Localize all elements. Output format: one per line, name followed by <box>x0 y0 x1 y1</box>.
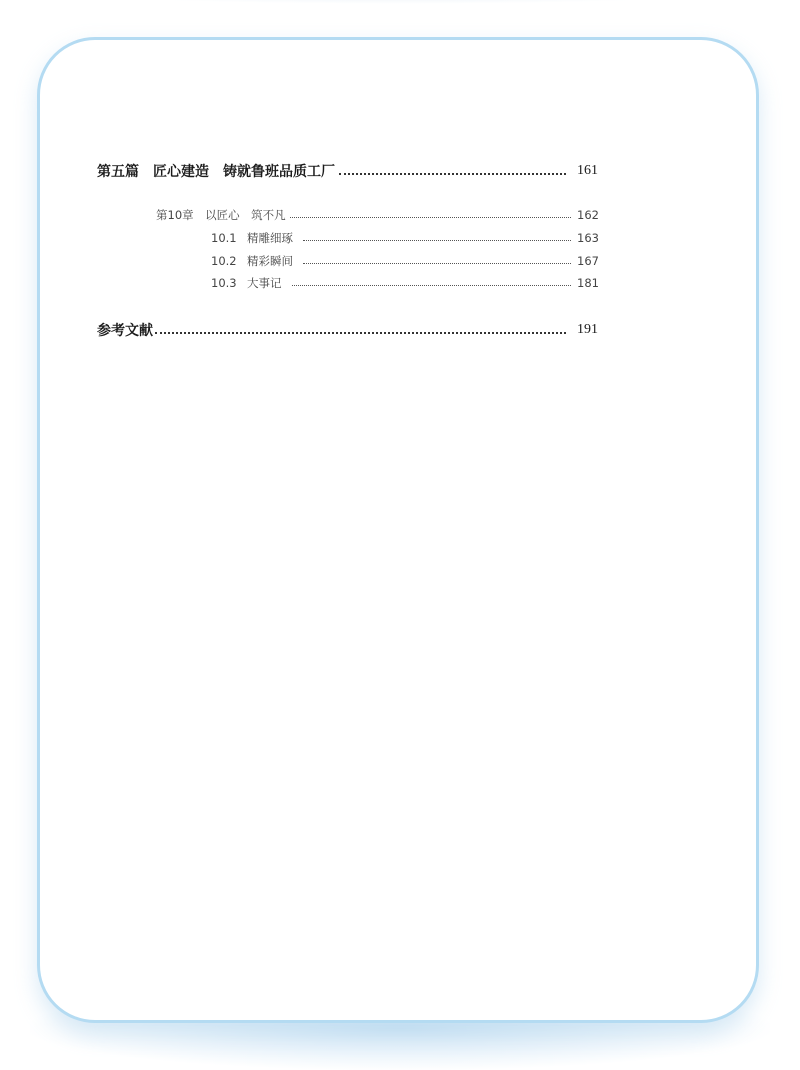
top-edge-shadow <box>40 0 760 4</box>
references-title: 参考文献 <box>97 323 153 339</box>
section-number: 10.1 <box>211 231 237 245</box>
chapter-title: 第10章 以匠心 筑不凡 <box>156 208 286 222</box>
toc-section-entry[interactable] <box>211 274 599 292</box>
toc-part-entry[interactable] <box>97 160 598 182</box>
section-title: 精彩瞬间 <box>247 254 293 268</box>
dot-leader <box>303 240 571 241</box>
references-page-number: 191 <box>577 322 598 337</box>
section-page-number: 167 <box>577 254 599 268</box>
part-title: 第五篇 匠心建造 铸就鲁班品质工厂 <box>97 164 335 180</box>
toc-section-entry[interactable] <box>211 252 599 270</box>
toc-references-entry[interactable] <box>97 319 598 341</box>
section-number: 10.3 <box>211 276 237 290</box>
dot-leader <box>155 332 566 334</box>
section-page-number: 163 <box>577 231 599 245</box>
dot-leader <box>339 173 566 175</box>
chapter-page-number: 162 <box>577 208 599 222</box>
dot-leader <box>292 285 572 286</box>
dot-leader <box>290 217 571 218</box>
section-title: 大事记 <box>247 276 282 290</box>
dot-leader <box>303 263 571 264</box>
section-page-number: 181 <box>577 276 599 290</box>
toc-chapter-entry[interactable] <box>156 206 599 224</box>
toc-section-entry[interactable] <box>211 229 599 247</box>
section-number: 10.2 <box>211 254 237 268</box>
part-page-number: 161 <box>577 163 598 178</box>
toc-page-card <box>37 37 759 1023</box>
section-title: 精雕细琢 <box>247 231 293 245</box>
